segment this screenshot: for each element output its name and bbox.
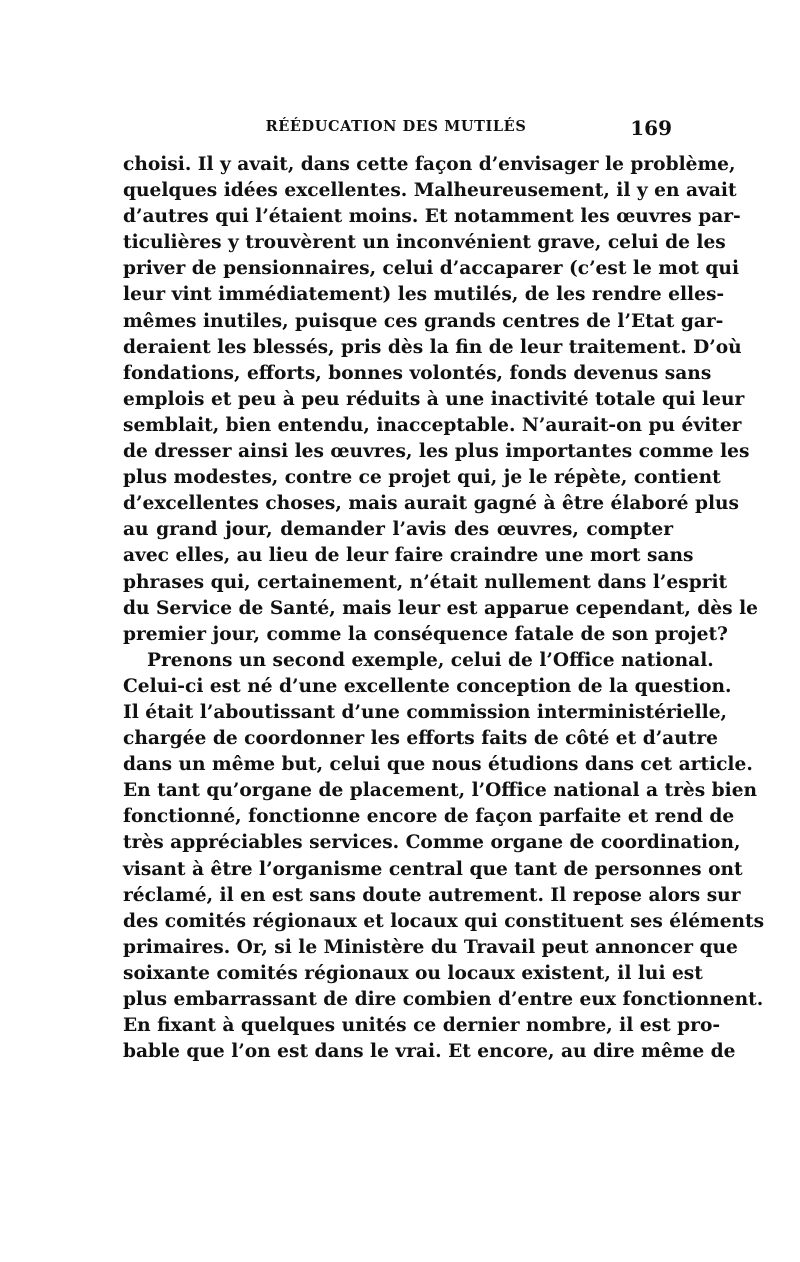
- page-number: 169: [630, 116, 672, 140]
- text-line: priver de pensionnaires, celui d’accaparer (c’est le mot qui: [123, 258, 740, 280]
- text-line: ticulières y trouvèrent un inconvénient grave, celui de les: [123, 232, 726, 254]
- text-line: visant à être l’organisme central que tant de personnes ont: [123, 858, 743, 880]
- text-line: premier jour, comme la conséquence fatale de son projet?: [123, 623, 728, 645]
- text-line: chargée de coordonner les efforts faits de côté et d’autre: [123, 728, 718, 750]
- running-head: [120, 116, 672, 142]
- text-line: deraient les blessés, pris dès la fin de leur traitement. D’où: [123, 336, 742, 358]
- text-line: soixante comités régionaux ou locaux existent, il lui est: [123, 962, 703, 984]
- text-line: Celui-ci est né d’une excellente conception de la question.: [123, 675, 732, 697]
- text-line: choisi. Il y avait, dans cette façon d’envisager le problème,: [123, 154, 736, 175]
- text-line: fonctionné, fonctionne encore de façon parfaite et rend de: [123, 806, 735, 828]
- text-line: leur vint immédiatement) les mutilés, de les rendre elles-: [123, 284, 725, 306]
- text-line: primaires. Or, si le Ministère du Travail peut annoncer que: [123, 936, 738, 958]
- text-line: phrases qui, certainement, n’était nullement dans l’esprit: [123, 571, 728, 593]
- text-line: fondations, efforts, bonnes volontés, fonds devenus sans: [123, 362, 712, 384]
- text-line: avec elles, au lieu de leur faire craindre une mort sans: [123, 545, 694, 567]
- text-line: plus modestes, contre ce projet qui, je le répète, contient: [123, 467, 721, 489]
- text-line: plus embarrassant de dire combien d’entre eux fonctionnent.: [123, 989, 764, 1010]
- text-line: En tant qu’organe de placement, l’Office national a très bien: [123, 780, 758, 802]
- body-text: [123, 152, 765, 1065]
- text-line: d’autres qui l’étaient moins. Et notamment les œuvres par-: [123, 206, 741, 228]
- text-line: Il était l’aboutissant d’une commission interministérielle,: [123, 701, 728, 723]
- text-line: réclamé, il en est sans doute autrement. Il repose alors sur: [123, 884, 741, 906]
- paragraph-start-line: Prenons un second exemple, celui de l’Office national.: [147, 649, 714, 671]
- text-line: En fixant à quelques unités ce dernier nombre, il est pro-: [123, 1015, 721, 1037]
- text-line: emplois et peu à peu réduits à une inactivité totale qui leur: [123, 388, 745, 410]
- text-line: du Service de Santé, mais leur est apparue cependant, dès le: [123, 597, 758, 619]
- text-line: quelques idées excellentes. Malheureusement, il y en avait: [123, 180, 737, 202]
- text-line: mêmes inutiles, puisque ces grands centres de l’Etat gar-: [123, 310, 724, 332]
- text-line: des comités régionaux et locaux qui constituent ses éléments: [123, 910, 765, 932]
- text-line: semblait, bien entendu, inacceptable. N’aurait-on pu éviter: [123, 414, 742, 436]
- text-line: d’excellentes choses, mais aurait gagné à être élaboré plus: [123, 493, 739, 515]
- text-line: de dresser ainsi les œuvres, les plus importantes comme les: [123, 441, 750, 463]
- text-line: au grand jour, demander l’avis des œuvres, compter: [123, 519, 673, 541]
- text-line: dans un même but, celui que nous étudions dans cet article.: [123, 754, 753, 776]
- text-line: bable que l’on est dans le vrai. Et encore, au dire même de: [123, 1041, 736, 1063]
- text-line: très appréciables services. Comme organe de coordination,: [123, 832, 741, 854]
- running-title: RÉÉDUCATION DES MUTILÉS: [265, 118, 527, 135]
